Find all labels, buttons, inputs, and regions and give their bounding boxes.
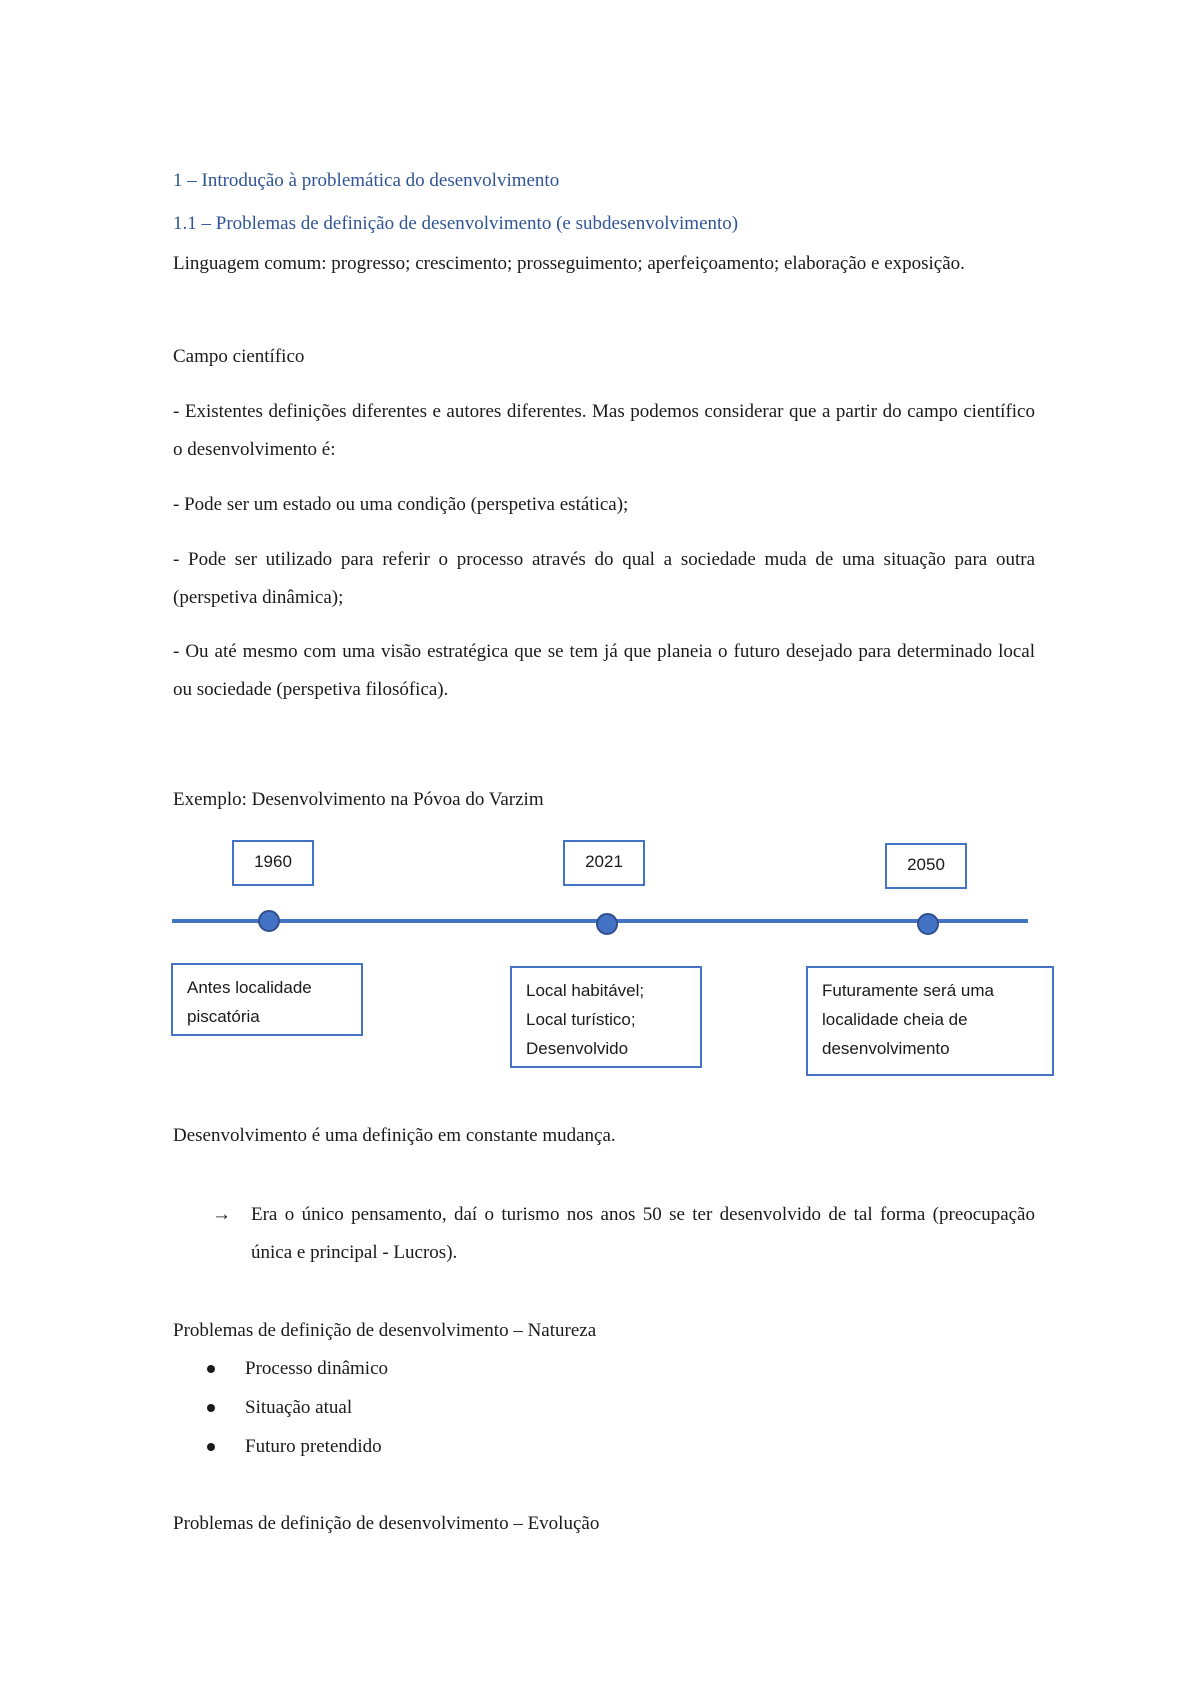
- section-heading-1: 1 – Introdução à problemática do desenvolvimento: [173, 170, 560, 191]
- list-item: Futuro pretendido: [245, 1436, 382, 1457]
- list-item: Situação atual: [245, 1397, 353, 1418]
- evolucao-heading: Problemas de definição de desenvolvimento – Evolução: [173, 1513, 600, 1534]
- section-heading-1-1: 1.1 – Problemas de definição de desenvolvimento (e subdesenvolvimento): [173, 213, 739, 234]
- list-item: Processo dinâmico: [245, 1358, 389, 1379]
- year-box-2021: 2021: [563, 840, 645, 886]
- paragraph-pensamento: Era o único pensamento, daí o turismo nos anos 50 se ter desenvolvido de tal forma (preocupação única e principal - Lucros).: [251, 1204, 1035, 1263]
- year-box-2050: 2050: [885, 843, 967, 889]
- right-arrow-icon: →: [212, 1204, 231, 1225]
- paragraph-existentes: - Existentes definições diferentes e autores diferentes. Mas podemos considerar que a partir do campo científico o desenvolvimento é:: [173, 401, 1035, 460]
- description-box-2050: Futuramente será uma localidade cheia de desenvolvimento: [806, 966, 1054, 1076]
- bullet-icon: [207, 1365, 215, 1373]
- year-box-1960: 1960: [232, 840, 314, 886]
- paragraph-processo: - Pode ser utilizado para referir o processo através do qual a sociedade muda de uma situação para outra (perspetiva dinâmica);: [173, 549, 1035, 608]
- description-box-2021: Local habitável; Local turístico; Desenvolvido: [510, 966, 702, 1068]
- description-box-1960: Antes localidade piscatória: [171, 963, 363, 1036]
- natureza-heading: Problemas de definição de desenvolvimento – Natureza: [173, 1320, 597, 1341]
- paragraph-visao: - Ou até mesmo com uma visão estratégica que se tem já que planeia o futuro desejado para determinado local ou sociedade (perspetiva filosófica).: [173, 641, 1035, 700]
- bullet-icon: [207, 1404, 215, 1412]
- paragraph-mudanca: Desenvolvimento é uma definição em constante mudança.: [173, 1125, 616, 1146]
- paragraph-estado: - Pode ser um estado ou uma condição (perspetiva estática);: [173, 494, 629, 515]
- campo-cientifico-label: Campo científico: [173, 346, 305, 367]
- timeline-dot-2050: [917, 913, 939, 935]
- timeline-dot-2021: [596, 913, 618, 935]
- exemplo-label: Exemplo: Desenvolvimento na Póvoa do Varzim: [173, 789, 544, 810]
- timeline-dot-1960: [258, 910, 280, 932]
- bullet-icon: [207, 1443, 215, 1451]
- paragraph-linguagem: Linguagem comum: progresso; crescimento; prosseguimento; aperfeiçoamento; elaboração e exposição.: [173, 253, 965, 274]
